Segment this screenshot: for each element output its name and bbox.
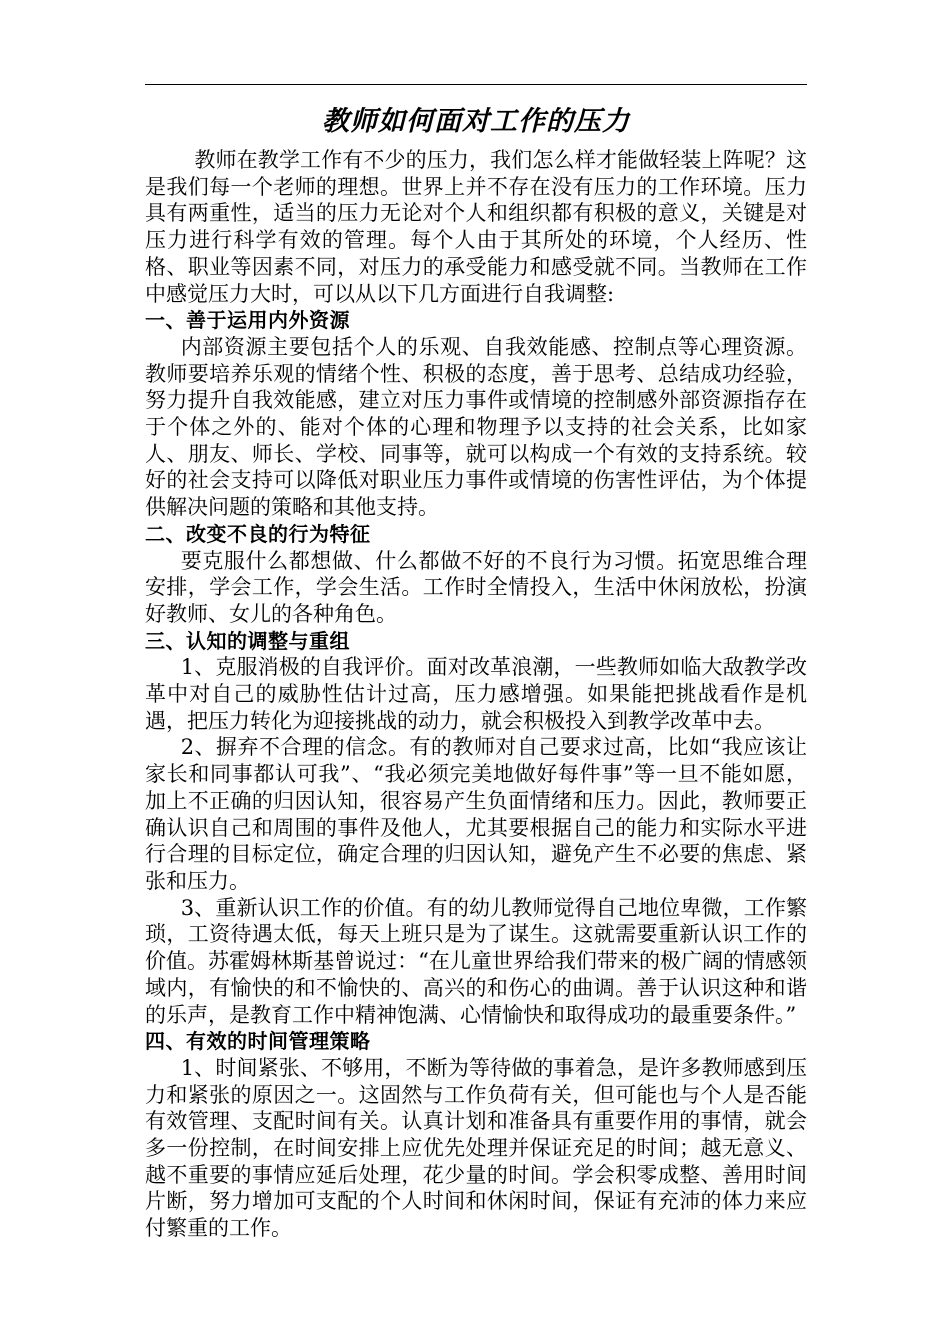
- document-body: [145, 147, 807, 1242]
- section-4-heading: 四、有效的时间管理策略: [145, 1029, 371, 1054]
- section-3-paragraph-3: 3、重新认识工作的价值。有的幼儿教师觉得自己地位卑微，工作繁琐，工资待遇太低，每天上班只是为了谋生。这就需要重新认识工作的价值。苏霍姆林斯基曾说过：“在儿童世界给我们带来的极广阔的情感领域内，有愉快的和不愉快的、高兴的和伤心的曲调。善于认识这种和谐的乐声，是教育工作中精神饱满、心情愉快和取得成功的最重要条件。”: [145, 895, 807, 1027]
- section-3-paragraph-1: 1、克服消极的自我评价。面对改革浪潮，一些教师如临大敌教学改革中对自己的威胁性估计过高，压力感增强。如果能把挑战看作是机遇，把压力转化为迎接挑战的动力，就会积极投入到教学改革中去。: [145, 655, 807, 733]
- section-2-paragraph-1: 要克服什么都想做、什么都做不好的不良行为习惯。拓宽思维合理安排，学会工作，学会生活。工作时全情投入，生活中休闲放松，扮演好教师、女儿的各种角色。: [145, 548, 807, 626]
- section-1-paragraph-1: 内部资源主要包括个人的乐观、自我效能感、控制点等心理资源。教师要培养乐观的情绪个性、积极的态度，善于思考、总结成功经验，努力提升自我效能感，建立对压力事件或情境的控制感外部资源指存在于个体之外的、能对个体的心理和物理予以支持的社会关系，比如家人、朋友、师长、学校、同事等，就可以构成一个有效的支持系统。较好的社会支持可以降低对职业压力事件或情境的伤害性评估，为个体提供解决问题的策略和其他支持。: [145, 334, 807, 520]
- header-rule: [145, 84, 807, 85]
- section-2-heading: 二、改变不良的行为特征: [145, 521, 371, 546]
- section-3-heading: 三、认知的调整与重组: [145, 628, 350, 653]
- section-3-paragraph-2: 2、摒弃不合理的信念。有的教师对自己要求过高，比如“我应该让家长和同事都认可我”、“我必须完美地做好每件事”等一旦不能如愿，加上不正确的归因认知，很容易产生负面情绪和压力。因此，教师要正确认识自己和周围的事件及他人，尤其要根据自己的能力和实际水平进行合理的目标定位，确定合理的归因认知，避免产生不必要的焦虑、紧张和压力。: [145, 735, 807, 893]
- document-title: 教师如何面对工作的压力: [322, 106, 630, 137]
- section-4-paragraph-1: 1、时间紧张、不够用，不断为等待做的事着急，是许多教师感到压力和紧张的原因之一。这固然与工作负荷有关，但可能也与个人是否能有效管理、支配时间有关。认真计划和准备具有重要作用的事情，就会多一份控制，在时间安排上应优先处理并保证充足的时间；越无意义、越不重要的事情应延后处理，花少量的时间。学会积零成整、善用时间片断，努力增加可支配的个人时间和休闲时间，保证有充沛的体力来应付繁重的工作。: [145, 1055, 807, 1241]
- section-1-heading: 一、善于运用内外资源: [145, 308, 350, 333]
- intro-paragraph: 教师在教学工作有不少的压力，我们怎么样才能做轻装上阵呢？这是我们每一个老师的理想。世界上并不存在没有压力的工作环境。压力具有两重性，适当的压力无论对个人和组织都有积极的意义，关键是对压力进行科学有效的管理。每个人由于其所处的环境，个人经历、性格、职业等因素不同，对压力的承受能力和感受就不同。当教师在工作中感觉压力大时，可以从以下几方面进行自我调整:: [145, 148, 807, 306]
